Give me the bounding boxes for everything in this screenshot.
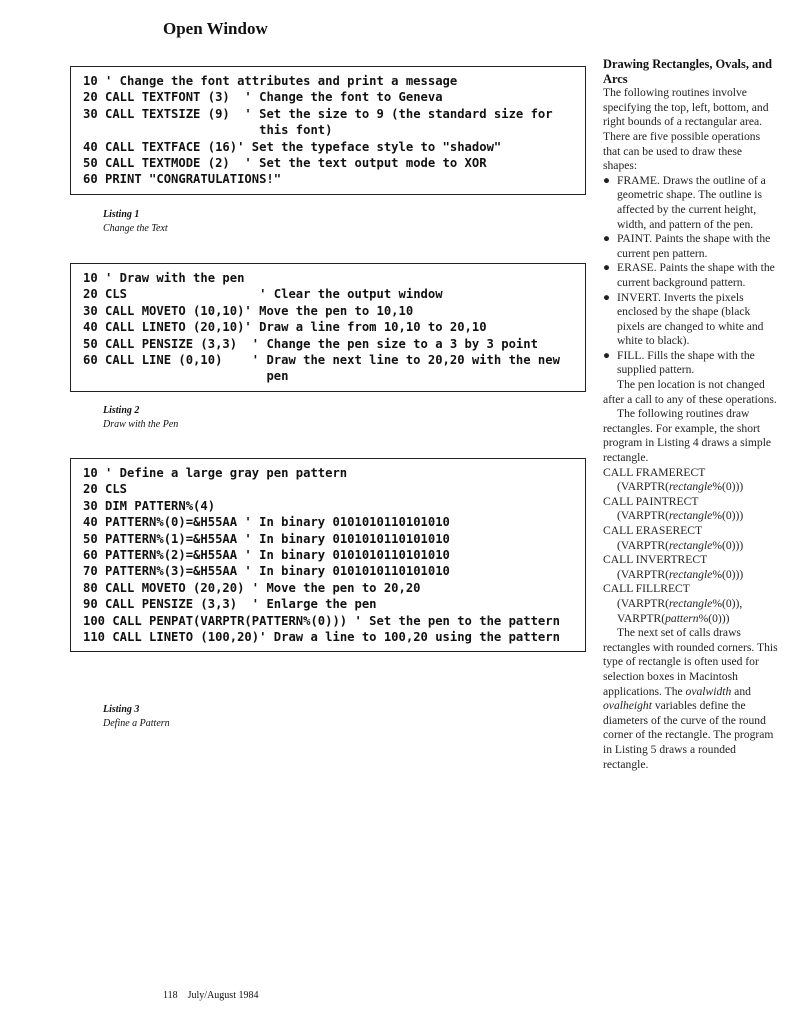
caption-title: Listing 3 xyxy=(103,704,140,715)
code-line: 20 CLS ' Clear the output window xyxy=(83,287,443,302)
code-line: 100 CALL PENPAT(VARPTR(PATTERN%(0))) ' Set the pen to the pattern xyxy=(83,613,560,628)
operations-list xyxy=(603,174,779,378)
call-entry: CALL INVERTRECT (VARPTR(rectangle%(0))) xyxy=(603,553,744,581)
list-item: ● PAINT. Paints the shape with the current pen pattern. xyxy=(603,232,771,260)
caption-subtitle: Draw with the Pen xyxy=(103,419,179,430)
listing-2-caption xyxy=(103,404,178,432)
caption-subtitle: Change the Text xyxy=(103,223,168,234)
code-line: 40 CALL TEXTFACE (16)' Set the typeface style to "shadow" xyxy=(83,139,502,154)
list-item: ● FILL. Fills the shape with the supplied pattern. xyxy=(603,348,755,377)
sidebar-column xyxy=(603,57,779,772)
code-listing-1 xyxy=(70,66,586,195)
section-heading: Drawing Rectangles, Ovals, and Arcs xyxy=(603,57,772,86)
code-line: 20 CALL TEXTFONT (3) ' Change the font to Geneva xyxy=(83,90,443,105)
code-line: 60 CALL LINE (0,10) ' Draw the next line to 20,20 with the new pen xyxy=(83,353,568,384)
bullet-icon: ● xyxy=(603,232,611,246)
call-entry: CALL FRAMERECT (VARPTR(rectangle%(0))) xyxy=(603,465,744,494)
code-line: 30 CALL MOVETO (10,10)' Move the pen to 10,10 xyxy=(83,303,414,318)
caption-subtitle: Define a Pattern xyxy=(103,718,170,729)
caption-title: Listing 2 xyxy=(103,405,140,416)
code-line: 30 DIM PATTERN%(4) xyxy=(83,498,216,513)
paragraph: The following routines draw rectangles. For example, the short program in Listing 4 draws a simple rectangle. xyxy=(603,407,772,465)
code-line: 40 PATTERN%(0)=&H55AA ' In binary 0101010110101010 xyxy=(83,515,450,530)
paragraph: The next set of calls draws rectangles with rounded corners. This type of rectangle is often used for selection boxes in Macintosh applications. The ovalwidth and ovalheight variables define the diameters of the curve of the round corner of the rectangle. The program in Listing 5 draws a rounded rectangle. xyxy=(603,626,778,771)
list-item: ● ERASE. Paints the shape with the current background pattern. xyxy=(603,261,775,289)
intro-paragraph: The following routines involve specifying the top, left, bottom, and right bounds of a rectangular area. There are five possible operations that can be used to draw these shapes: xyxy=(603,86,769,173)
page-footer xyxy=(163,990,258,1001)
page-header: Open Window xyxy=(163,19,268,38)
code-line: 80 CALL MOVETO (20,20) ' Move the pen to 20,20 xyxy=(83,580,421,595)
code-line: 10 ' Define a large gray pen pattern xyxy=(83,466,348,480)
code-line: 60 PATTERN%(2)=&H55AA ' In binary 0101010110101010 xyxy=(83,548,450,563)
code-line: 90 CALL PENSIZE (3,3) ' Enlarge the pen xyxy=(83,597,377,612)
code-line: 50 PATTERN%(1)=&H55AA ' In binary 0101010110101010 xyxy=(83,531,450,546)
bullet-icon: ● xyxy=(603,261,611,275)
listing-1-caption xyxy=(103,208,168,236)
code-line: 60 PRINT "CONGRATULATIONS!" xyxy=(83,172,282,187)
paragraph: The pen location is not changed after a call to any of these operations. xyxy=(603,378,777,406)
list-item: ● INVERT. Inverts the pixels enclosed by the shape (black pixels are changed to white and white to black). xyxy=(603,290,764,348)
code-line: 20 CLS xyxy=(83,482,128,497)
code-line: 10 ' Draw with the pen xyxy=(83,271,245,285)
bullet-icon: ● xyxy=(603,290,611,304)
code-line: 70 PATTERN%(3)=&H55AA ' In binary 0101010110101010 xyxy=(83,564,450,579)
issue-date: July/August 1984 xyxy=(187,990,259,1001)
call-entry: CALL ERASERECT (VARPTR(rectangle%(0))) xyxy=(603,524,744,552)
bullet-icon: ● xyxy=(603,173,611,187)
code-line: 110 CALL LINETO (100,20)' Draw a line to 100,20 using the pattern xyxy=(83,630,560,645)
call-entry: CALL PAINTRECT (VARPTR(rectangle%(0))) xyxy=(603,494,744,523)
code-line: 10 ' Change the font attributes and print a message xyxy=(83,74,458,88)
code-listing-3 xyxy=(70,458,586,652)
call-entry: CALL FILLRECT (VARPTR(rectangle%(0)), VARPTR(pattern%(0))) xyxy=(603,582,743,625)
page-number: 118 xyxy=(163,990,178,1001)
list-item: ● FRAME. Draws the outline of a geometric shape. The outline is affected by the current height, width, and pattern of the pen. xyxy=(603,173,766,231)
caption-title: Listing 1 xyxy=(103,209,140,220)
code-line: 30 CALL TEXTSIZE (9) ' Set the size to 9 (the standard size for this font) xyxy=(83,106,560,138)
code-line: 40 CALL LINETO (20,10)' Draw a line from 10,10 to 20,10 xyxy=(83,320,487,335)
bullet-icon: ● xyxy=(603,348,611,362)
listing-3-caption xyxy=(103,703,170,731)
code-line: 50 CALL PENSIZE (3,3) ' Change the pen size to a 3 by 3 point xyxy=(83,336,538,351)
code-line: 50 CALL TEXTMODE (2) ' Set the text output mode to XOR xyxy=(83,156,487,171)
code-listing-2 xyxy=(70,263,586,392)
